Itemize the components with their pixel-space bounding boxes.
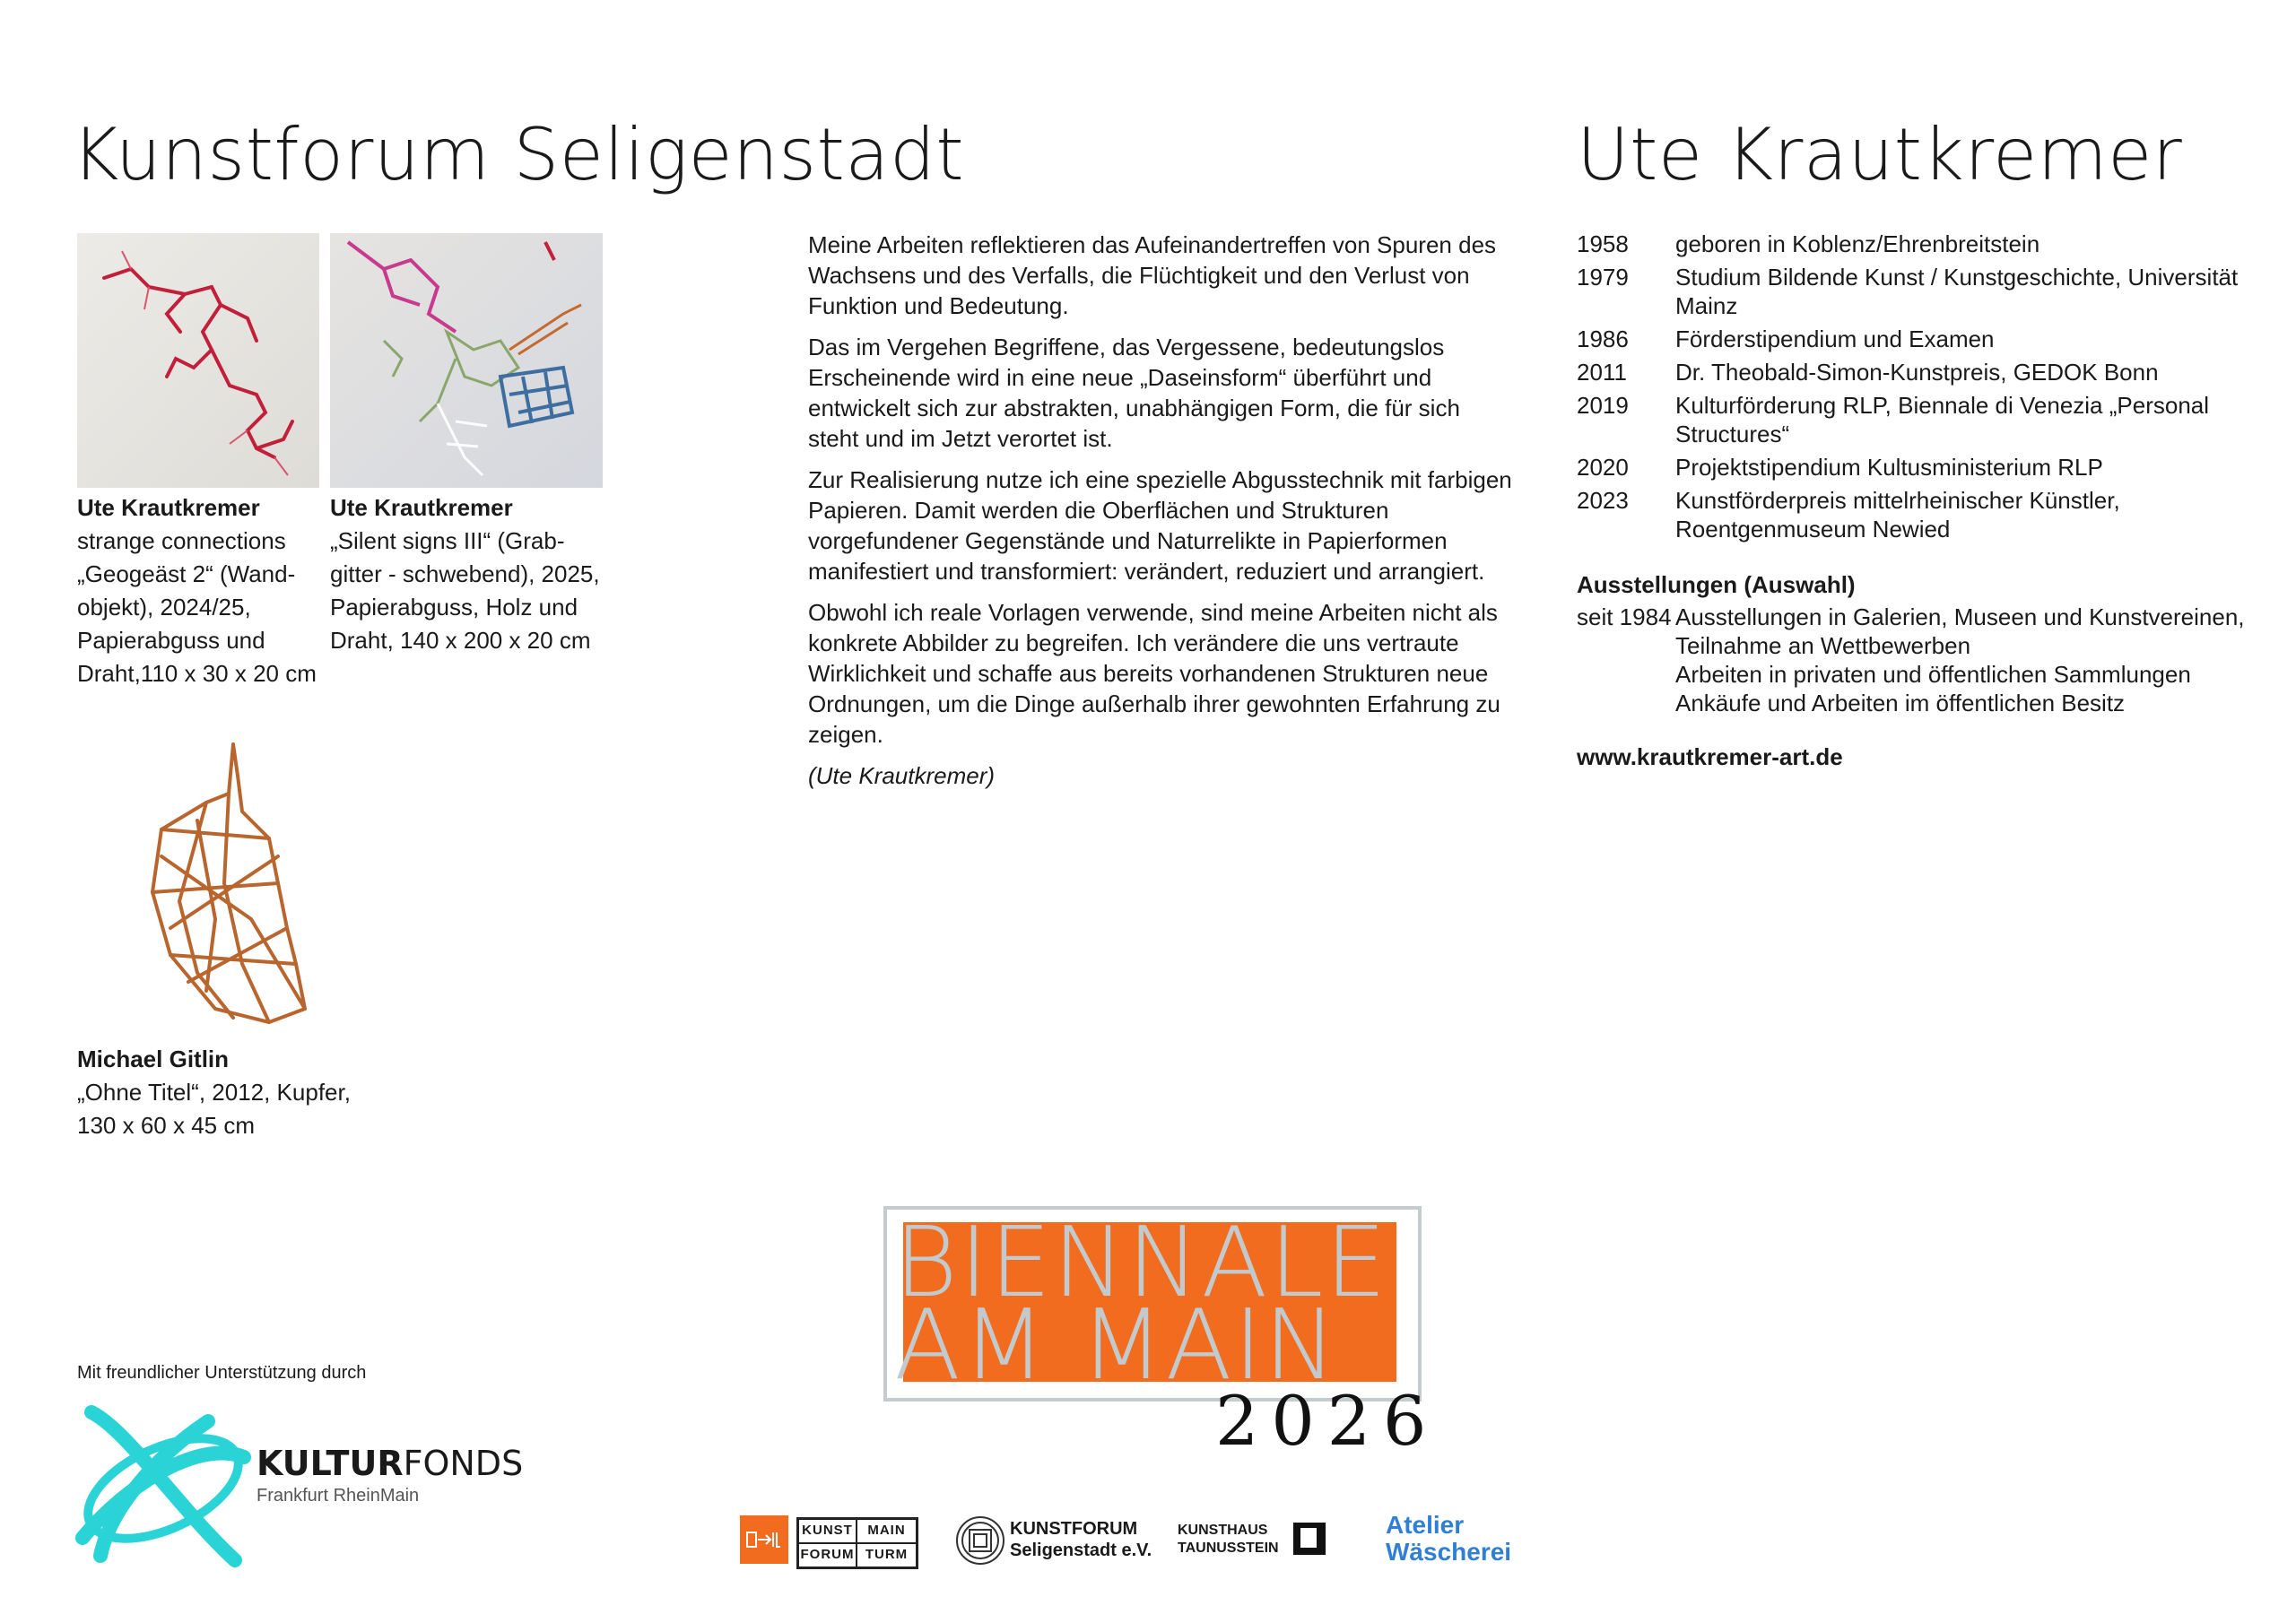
kunstforum-line-1: KUNSTFORUM <box>1010 1519 1138 1539</box>
cv-year: 2019 <box>1577 392 1629 419</box>
cv-text: geboren in Koblenz/Ehrenbreitstein <box>1675 230 2040 257</box>
kulturfonds-bold: KULTUR <box>257 1444 404 1483</box>
kunst-main-forum-turm-logo <box>796 1517 918 1569</box>
cv-entry <box>1577 325 2276 353</box>
kunstforum-line-2: Seligenstadt e.V. <box>1010 1541 1152 1560</box>
logo-word: FORUM <box>799 1544 857 1567</box>
cv-entry <box>1577 486 2276 543</box>
logo-word: KUNST <box>799 1520 857 1544</box>
cv-text: Kulturförderung RLP, Biennale di Venezia „Personal Structures“ <box>1675 392 2210 447</box>
kulturfonds-logo-mark <box>74 1403 253 1569</box>
cv-text: Studium Bildende Kunst / Kunstgeschichte, Universität Mainz <box>1675 264 2239 319</box>
caption-line: strange connections <box>77 527 286 554</box>
cv-year: 2011 <box>1577 359 1627 386</box>
artwork-photo-silent-signs <box>330 233 603 488</box>
cv-entry <box>1577 230 2276 258</box>
artist-name: Ute Krautkremer <box>77 494 260 521</box>
statement-paragraph: Obwohl ich reale Vorlagen verwende, sind meine Arbeiten nicht als konkrete Abbilder zu begreifen. Ich verändere die uns vertraute Wirklichkeit und schaffe aus bereits vorhandenen Strukturen neue Ordnungen, um die Dinge außerhalb ihrer gewohnten Erfahrung zu zeigen. <box>808 599 1500 748</box>
support-label: Mit freundlicher Unterstützung durch <box>77 1363 367 1383</box>
artist-cv <box>1577 230 2276 771</box>
cv-text: Förderstipendium und Examen <box>1675 325 1995 352</box>
arrow-icon <box>740 1515 788 1564</box>
caption-line: „Geogeäst 2“ (Wand- <box>77 560 296 587</box>
biennale-line-2: AM MAIN <box>894 1289 1339 1402</box>
atelier-waescherei-wordmark <box>1386 1512 1511 1566</box>
cv-year: 1979 <box>1577 264 1629 291</box>
statement-paragraph: Meine Arbeiten reflektieren das Aufeinandertreffen von Spuren des Wachsens und des Verfalls, die Flüchtigkeit und den Verlust von Funktion und Bedeutung. <box>808 231 1497 319</box>
cv-entry <box>1577 358 2276 386</box>
artist-name: Michael Gitlin <box>77 1046 230 1072</box>
cv-text: Dr. Theobald-Simon-Kunstpreis, GEDOK Bonn <box>1675 359 2159 386</box>
kunsthaus-line-1: KUNSTHAUS <box>1178 1523 1268 1538</box>
kunsthaus-line-2: TAUNUSSTEIN <box>1178 1541 1279 1556</box>
kulturfonds-wordmark <box>257 1444 523 1483</box>
cv-year: 1986 <box>1577 325 1629 352</box>
logo-word: MAIN <box>857 1520 916 1544</box>
kulturfonds-subline: Frankfurt RheinMain <box>257 1486 420 1506</box>
artist-statement <box>808 230 1517 802</box>
caption-line: „Ohne Titel“, 2012, Kupfer, <box>77 1079 351 1106</box>
artwork-caption-3 <box>77 1043 454 1142</box>
cv-entry <box>1577 453 2276 482</box>
exhibitions-heading: Ausstellungen (Auswahl) <box>1577 571 1856 598</box>
artist-name: Ute Krautkremer <box>330 494 513 521</box>
caption-line: Papierabguss und <box>77 627 265 654</box>
kunstforum-emblem-icon <box>955 1515 1005 1566</box>
exhibitions-block <box>1577 603 2276 717</box>
artwork-caption-2 <box>330 491 617 657</box>
exhibitions-line: Teilnahme an Wettbewerben <box>1675 632 1971 659</box>
statement-paragraph: Das im Vergehen Begriffene, das Vergessene, bedeutungslos Erscheinende wird in eine neue „Daseinsform“ überführt und entwickelt sich zur abstrakten, unabhängigen Form, die für sich steht und im Jetzt verortet ist. <box>808 334 1460 452</box>
cv-text: Kunstförderpreis mittelrheinischer Künstler, Roentgenmuseum Newied <box>1675 487 2120 542</box>
cv-text: Projektstipendium Kultusministerium RLP <box>1675 454 2103 481</box>
caption-line: gitter - schwebend), 2025, <box>330 560 600 587</box>
logo-word: TURM <box>865 1547 909 1562</box>
cv-year: 2023 <box>1577 487 1629 514</box>
caption-line: Draht, 140 x 200 x 20 cm <box>330 627 591 654</box>
statement-signature: (Ute Krautkremer) <box>808 762 996 789</box>
exhibitions-line: Ankäufe und Arbeiten im öffentlichen Besitz <box>1675 690 2126 716</box>
exhibitions-line: Arbeiten in privaten und öffentlichen Sammlungen <box>1675 661 2191 688</box>
biennale-logo <box>883 1206 1439 1461</box>
exhibitions-list <box>1675 603 2276 717</box>
cv-year: 2020 <box>1577 454 1629 481</box>
exhibitions-line: Ausstellungen in Galerien, Museen und Kunstvereinen, <box>1675 603 2245 630</box>
exhibitions-prefix: seit 1984 <box>1577 603 1672 630</box>
page-title-right: Ute Krautkremer <box>1577 113 2183 196</box>
kunsthaus-wordmark <box>1178 1522 1279 1558</box>
caption-line: „Silent signs III“ (Grab- <box>330 527 565 554</box>
atelier-line-1: Atelier <box>1386 1511 1465 1539</box>
cv-entry <box>1577 263 2276 320</box>
artwork-photo-geogeaest <box>77 233 319 488</box>
atelier-line-2: Wäscherei <box>1386 1538 1512 1566</box>
kunsthaus-square-icon <box>1293 1523 1326 1555</box>
biennale-line-1: BIENNALE <box>894 1207 1388 1319</box>
page-title-left: Kunstforum Seligenstadt <box>72 113 965 196</box>
cv-year: 1958 <box>1577 230 1629 257</box>
caption-line: Draht,110 x 30 x 20 cm <box>77 660 317 687</box>
kulturfonds-light: FONDS <box>403 1444 524 1483</box>
artwork-caption-1 <box>77 491 328 690</box>
cv-entry <box>1577 391 2276 448</box>
artwork-photo-copper-sculpture <box>144 740 323 1027</box>
kunstforum-wordmark <box>1010 1518 1152 1561</box>
website-link[interactable]: www.krautkremer-art.de <box>1577 743 1843 770</box>
statement-paragraph: Zur Realisierung nutze ich eine spezielle Abgusstechnik mit farbigen Papieren. Damit werden die Oberflächen und Strukturen vorgefundener Gegenstände und Naturrelikte in Papierformen manifestiert und transformiert: verändert, reduziert und arrangiert. <box>808 466 1512 585</box>
caption-line: Papierabguss, Holz und <box>330 594 578 621</box>
caption-line: 130 x 60 x 45 cm <box>77 1112 255 1139</box>
biennale-year: 2026 <box>1215 1381 1439 1461</box>
caption-line: objekt), 2024/25, <box>77 594 251 621</box>
